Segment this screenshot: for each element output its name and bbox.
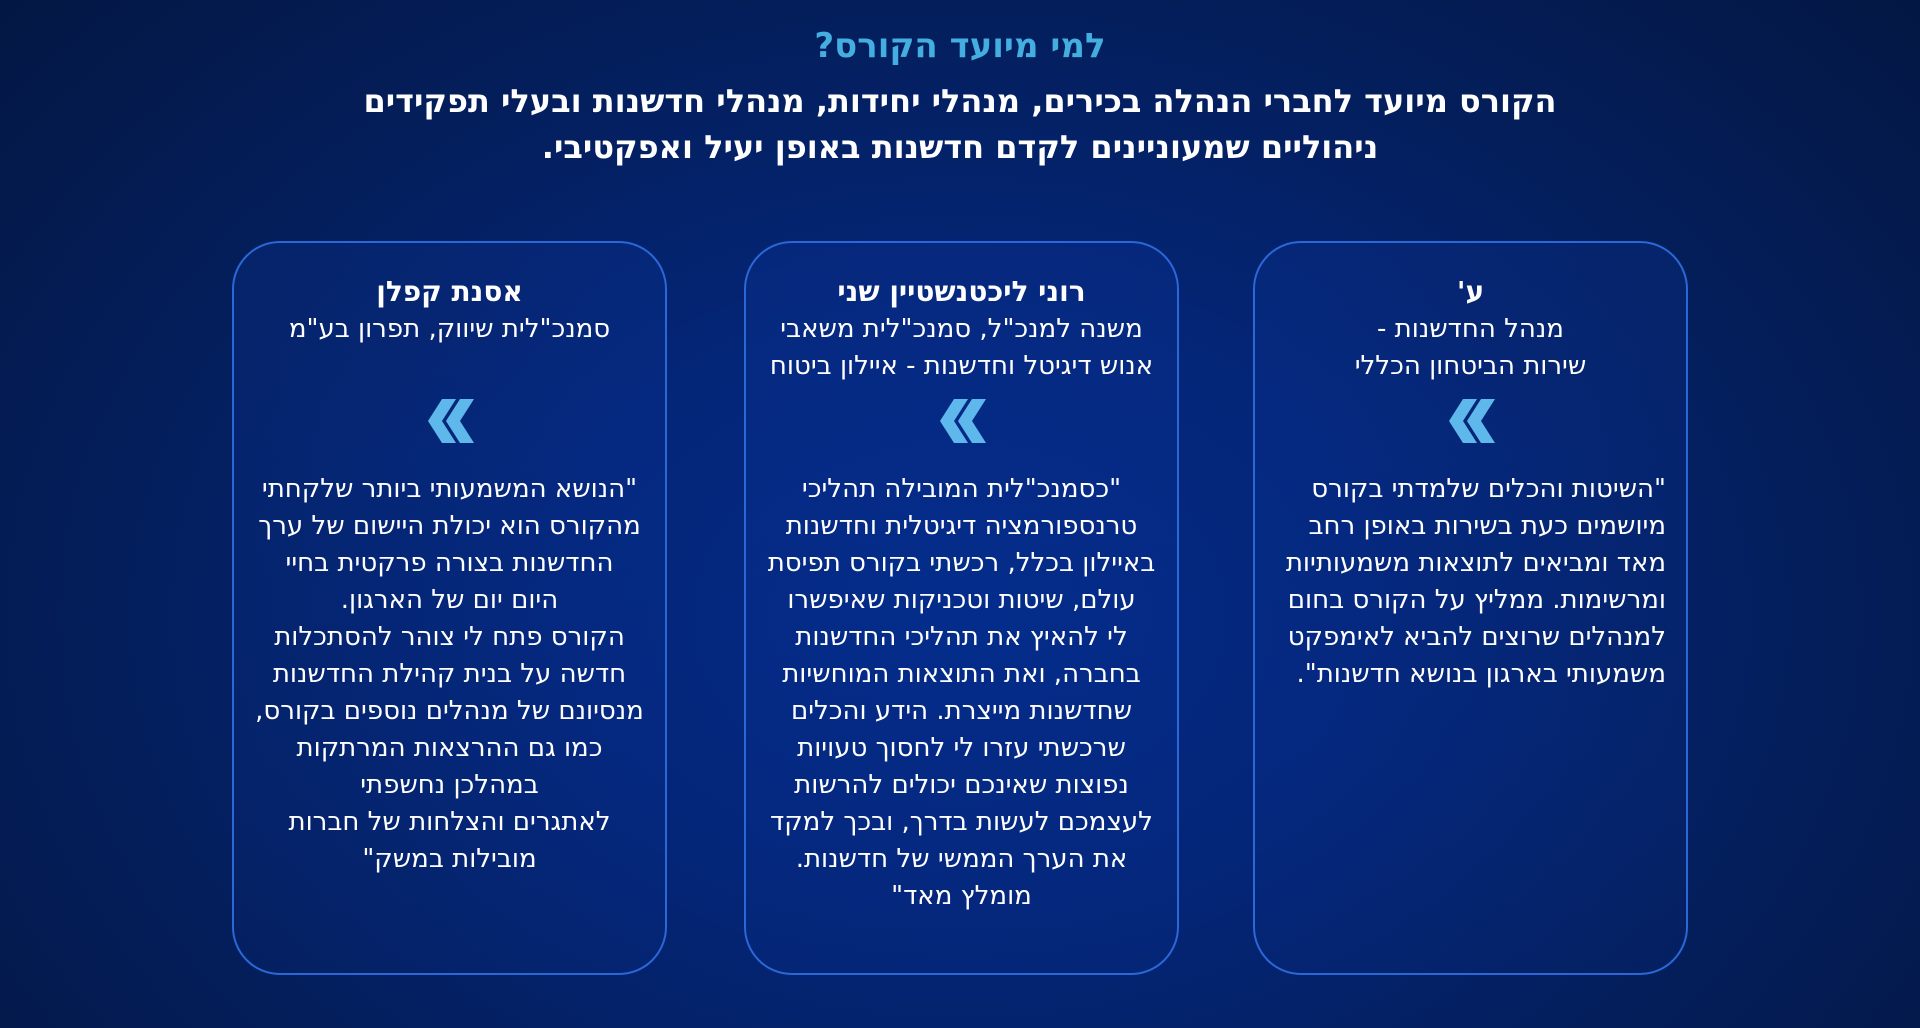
testimonial-card [744, 241, 1179, 975]
testimonial-role: משנה למנכ"ל, סמנכ"לית משאבי אנוש דיגיטל וחדשנות - איילון ביטוח [769, 314, 1154, 381]
testimonial-role: סמנכ"לית שיווק, תפרון בע"מ [288, 314, 611, 344]
section-eyebrow: למי מיועד הקורס? [814, 26, 1106, 66]
testimonial-header [762, 273, 1161, 399]
double-chevron-left-icon [1271, 399, 1670, 459]
testimonial-name: אסנת קפלן [376, 275, 523, 308]
double-chevron-left-icon [762, 399, 1161, 459]
testimonial-card [232, 241, 667, 975]
testimonial-quote: "השיטות והכלים שלמדתי בקורס מיושמים כעת בשירות באופן רחב מאד ומביאים לתוצאות משמעותיות ומרשימות. ממליץ על הקורס בחום למנהלים שרוצים להביא לאימפקט משמעותי בארגון בנושא חדשנות". [1285, 474, 1666, 689]
testimonial-name: ע' [1456, 275, 1485, 308]
testimonial-quote: "כסמנכ"לית המובילה תהליכי טרנספורמציה דיגיטלית וחדשנות באיילון בכלל, רכשתי בקורס תפיסת עולם, שיטות וטכניקות שאיפשרו לי להאיץ את תהליכי החדשנות בחברה, ואת התוצאות המוחשיות שחדשנות מייצרת. הידע והכלים שרכשתי עזרו לי לחסוך טעויות נפוצות שאינכם יכולים להרשות לעצמכם לעשות בדרך, ובכך למקד את הערך הממשי של חדשנות. מומלץ מאד" [767, 474, 1156, 911]
testimonial-header [1271, 273, 1670, 399]
testimonial-name: רוני ליכטנשטיין שני [837, 275, 1086, 308]
testimonial-card [1253, 241, 1688, 975]
double-chevron-left-icon [250, 399, 649, 459]
section-lead: הקורס מיועד לחברי הנהלה בכירים, מנהלי יחידות, מנהלי חדשנות ובעלי תפקידים ניהוליים שמעוניינים לקדם חדשנות באופן יעיל ואפקטיבי. [363, 82, 1557, 166]
testimonial-role: מנהל החדשנות - שירות הביטחון הכללי [1354, 314, 1587, 381]
testimonial-header [250, 273, 649, 399]
testimonial-quote: "הנושא המשמעותי ביותר שלקחתי מהקורס הוא יכולת היישום של ערך החדשנות בצורה פרקטית בחיי היום יום של הארגון. הקורס פתח לי צוהר להסתכלות חדשה על בנית קהילת החדשנות מנסיונם של מנהלים נוספים בקורס, כמו גם ההרצאות המרתקות במהלכן נחשפתי לאתגרים והצלחות של חברות מובילות במשק" [255, 474, 644, 874]
